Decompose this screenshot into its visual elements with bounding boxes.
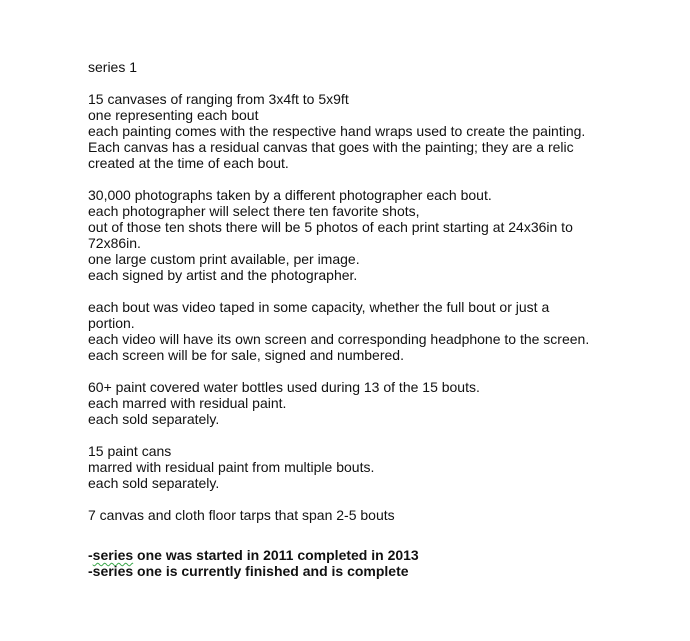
text-line: each sold separately.	[88, 411, 220, 427]
status-paragraph	[88, 547, 668, 579]
text-line: portion.	[88, 315, 135, 331]
text-line: each photographer will select there ten favorite shots,	[88, 203, 420, 219]
status-finished-line: -series one is currently finished and is complete	[88, 563, 409, 579]
paragraph-spacer	[88, 491, 668, 507]
text-line: 15 paint cans	[88, 443, 172, 459]
text-line: each sold separately.	[88, 475, 220, 491]
paragraph-spacer	[88, 75, 668, 91]
text-line: Each canvas has a residual canvas that goes with the painting; they are a relic	[88, 139, 574, 155]
text-line: 30,000 photographs taken by a different photographer each bout.	[88, 187, 492, 203]
text-line: 15 canvases of ranging from 3x4ft to 5x9ft	[88, 91, 349, 107]
text-line: each signed by artist and the photographer.	[88, 267, 358, 283]
text-line: marred with residual paint from multiple bouts.	[88, 459, 375, 475]
paragraph-spacer	[88, 171, 668, 187]
canvases-paragraph	[88, 91, 668, 171]
text-line: one representing each bout	[88, 107, 259, 123]
text-line: created at the time of each bout.	[88, 155, 289, 171]
water-bottles-paragraph	[88, 379, 668, 427]
status-started-text: one was started in 2011 completed in 2013	[133, 547, 419, 563]
status-dash: -	[88, 547, 93, 563]
document-body	[88, 59, 668, 579]
paragraph-spacer	[88, 363, 668, 379]
document-heading: series 1	[88, 59, 138, 75]
text-line: 60+ paint covered water bottles used during 13 of the 15 bouts.	[88, 379, 480, 395]
photographs-paragraph	[88, 187, 668, 283]
status-started-line	[88, 547, 668, 563]
text-line: each screen will be for sale, signed and numbered.	[88, 347, 404, 363]
text-line: each marred with residual paint.	[88, 395, 287, 411]
paragraph-spacer	[88, 523, 668, 547]
text-line: each painting comes with the respective hand wraps used to create the painting.	[88, 123, 586, 139]
text-line: one large custom print available, per image.	[88, 251, 360, 267]
text-line: each bout was video taped in some capacity, whether the full bout or just a	[88, 299, 550, 315]
text-line: out of those ten shots there will be 5 photos of each print starting at 24x36in to	[88, 219, 573, 235]
text-line: 72x86in.	[88, 235, 141, 251]
paragraph-spacer	[88, 283, 668, 299]
tarps-line: 7 canvas and cloth floor tarps that span 2-5 bouts	[88, 507, 395, 523]
video-paragraph	[88, 299, 668, 363]
paint-cans-paragraph	[88, 443, 668, 491]
spellcheck-flagged-word[interactable]: series	[92, 547, 134, 563]
paragraph-spacer	[88, 427, 668, 443]
text-line: each video will have its own screen and corresponding headphone to the screen.	[88, 331, 590, 347]
